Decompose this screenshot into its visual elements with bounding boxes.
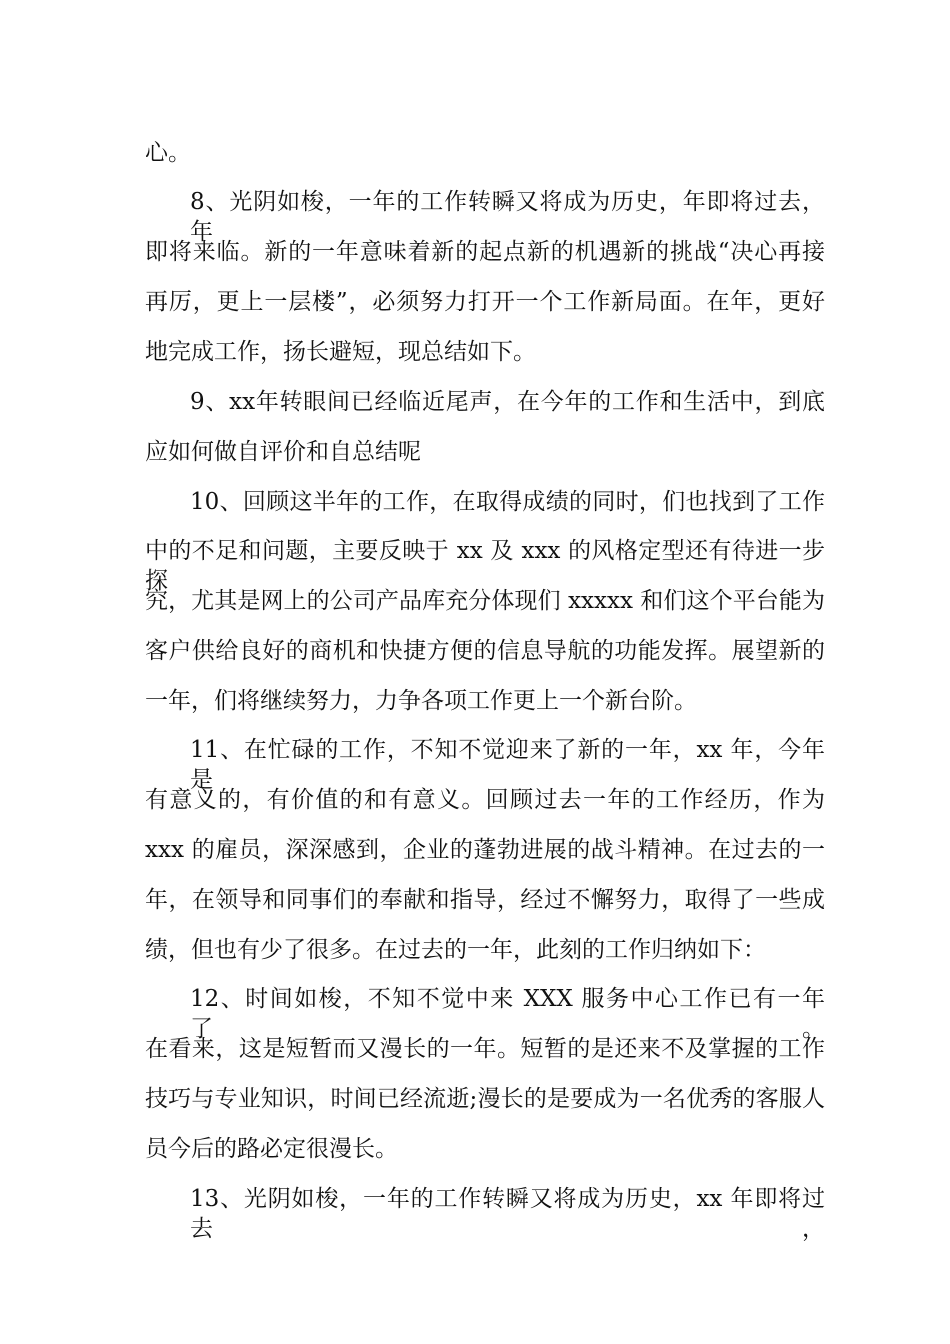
- text-line: [0, 885, 950, 915]
- text-line-content: 地完成工作，扬长避短，现总结如下。: [145, 339, 536, 365]
- text-line: [0, 586, 950, 616]
- text-line-content: 10、回顾这半年的工作，在取得成绩的同时，们也找到了工作: [190, 489, 825, 515]
- text-line-content: 员今后的路必定很漫长。: [145, 1136, 398, 1162]
- text-line: [0, 835, 950, 865]
- text-line-content: 在看来，这是短暂而又漫长的一年。短暂的是还来不及掌握的工作: [145, 1036, 825, 1062]
- text-line: [0, 387, 950, 417]
- text-line: [0, 237, 950, 267]
- text-line: [0, 337, 950, 367]
- text-line-content: 再厉，更上一层楼”，必须努力打开一个工作新局面。在年，更好: [145, 289, 825, 315]
- text-line-content: 12、时间如梭，不知不觉中来 XXX 服务中心工作已有一年了。: [190, 986, 825, 1042]
- text-line-content: 客户供给良好的商机和快捷方便的信息导航的功能发挥。展望新的: [145, 638, 825, 664]
- text-line-content: 有意义的，有价值的和有意义。回顾过去一年的工作经历，作为: [145, 787, 825, 813]
- text-line-content: 9、xx年转眼间已经临近尾声，在今年的工作和生活中，到底: [190, 389, 825, 415]
- text-line-content: 13、光阴如梭，一年的工作转瞬又将成为历史，xx 年即将过去，: [190, 1186, 825, 1242]
- text-line: [0, 1034, 950, 1064]
- text-line: [0, 437, 950, 467]
- text-line: [0, 1184, 950, 1242]
- text-line: [0, 487, 950, 517]
- text-line: [0, 735, 950, 793]
- text-line: [0, 785, 950, 815]
- text-line-content: 技巧与专业知识，时间已经流逝;漫长的是要成为一名优秀的客服人: [145, 1086, 825, 1112]
- text-line: [0, 1134, 950, 1164]
- text-line: [0, 536, 950, 594]
- text-line-content: 一年，们将继续努力，力争各项工作更上一个新台阶。: [145, 688, 697, 714]
- text-line-content: 究，尤其是网上的公司产品库充分体现们 xxxxx 和们这个平台能为: [145, 588, 825, 614]
- text-line-content: 8、光阴如梭，一年的工作转瞬又将成为历史，年即将过去，年: [190, 189, 825, 245]
- text-line: [0, 636, 950, 666]
- text-line-content: 心。: [145, 140, 191, 166]
- text-line: [0, 138, 950, 168]
- text-line-content: 年，在领导和同事们的奉献和指导，经过不懈努力，取得了一些成: [145, 887, 825, 913]
- text-line: [0, 1084, 950, 1114]
- text-line-content: 11、在忙碌的工作，不知不觉迎来了新的一年，xx 年，今年是: [190, 737, 825, 793]
- text-line: [0, 287, 950, 317]
- text-line: [0, 686, 950, 716]
- text-line: [0, 935, 950, 965]
- text-line-content: 即将来临。新的一年意味着新的起点新的机遇新的挑战“决心再接: [145, 239, 825, 265]
- text-line: [0, 984, 950, 1042]
- text-line-content: xxx 的雇员，深深感到，企业的蓬勃进展的战斗精神。在过去的一: [145, 837, 825, 863]
- text-line-content: 绩，但也有少了很多。在过去的一年，此刻的工作归纳如下：: [145, 937, 766, 963]
- text-line-content: 中的不足和问题，主要反映于 xx 及 xxx 的风格定型还有待进一步探: [145, 538, 825, 594]
- text-line: [0, 187, 950, 245]
- text-line-content: 应如何做自评价和自总结呢: [145, 439, 421, 465]
